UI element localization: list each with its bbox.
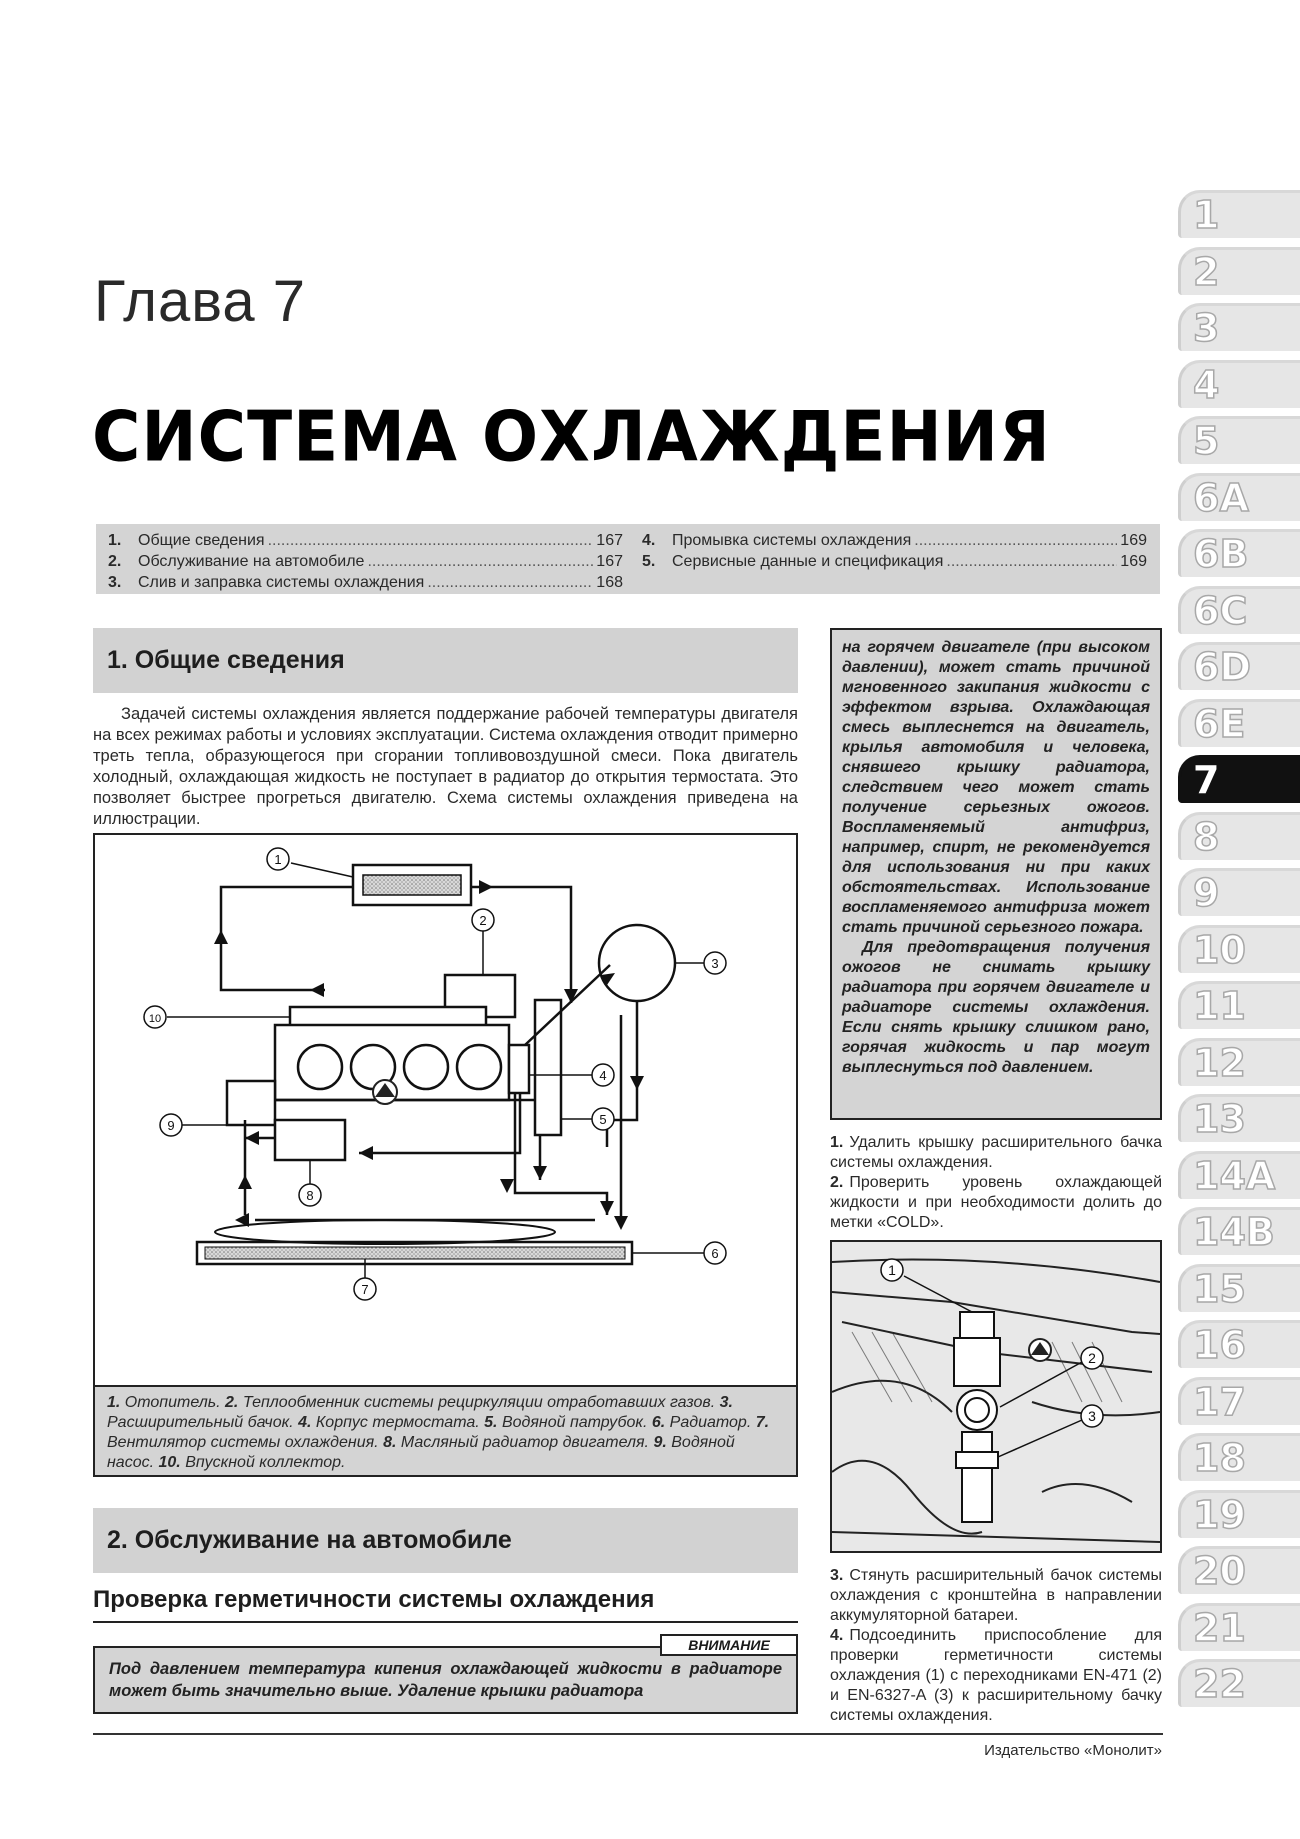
warning-box [830, 628, 1162, 1120]
caption-item: 1. Отопитель. [107, 1394, 221, 1411]
steps-list-2 [830, 1566, 1162, 1726]
photo-callout-2 [1081, 1347, 1103, 1369]
chapter-tab-18[interactable]: 18 [1178, 1433, 1300, 1481]
chapter-tab-7[interactable]: 7 [1178, 755, 1300, 803]
toc-page: 167 [596, 553, 623, 570]
attention-text: Под давлением температура кипения охлаждающей жидкости в радиаторе может быть значительно выше. Удаление крышки радиатора [109, 1660, 782, 1700]
toc-leader [943, 551, 1117, 572]
chapter-tab-14b[interactable]: 14B [1178, 1207, 1300, 1255]
svg-text:3: 3 [1088, 1408, 1096, 1424]
toc-num: 3. [108, 574, 122, 591]
step-item: 2. Проверить уровень охлаждающей жидкости и при необходимости долить до метки «COLD». [830, 1174, 1162, 1231]
chapter-tab-17[interactable]: 17 [1178, 1377, 1300, 1425]
engine-bay-illustration [832, 1242, 1160, 1551]
toc-num: 4. [642, 532, 656, 549]
section-1-text: Задачей системы охлаждения является поддержание рабочей температуры двигателя на всех режимах работы и условиях эксплуатации. Система охлаждения отводит примерно треть тепла, образующегося при сгорании топливовоздушной смеси. Пока двигатель холодный, охлаждающая жидкость не поступает в радиатор до открытия термостата. Это позволяет быстрее прогреться двигателю. Схема системы охлаждения приведена на иллюстрации. [93, 705, 798, 828]
caption-item: 9. Водяной насос. [107, 1434, 735, 1471]
step-item: 4. Подсоединить приспособление для проверки герметичности системы охлаждения (1) с переходниками EN-471 (2) и EN-6327-A (3) к расширительному бачку системы охлаждения. [830, 1627, 1162, 1724]
chapter-tab-5[interactable]: 5 [1178, 416, 1300, 464]
caption-item: 5. Водяной патрубок. [484, 1414, 648, 1431]
callout-9 [160, 1114, 182, 1136]
warning-paragraph-1: на горячем двигателе (при высоком давлении), может стать причиной мгновенного закипания жидкости с эффектом взрыва. Охлаждающая смесь выплеснется на двигатель, крылья автомобиля и человека, снявшего крышку радиатора, следствием чего может стать получение серьезных ожогов. Воспламеняемый антифриз, например, спирт, не рекомендуется для использования ни при каких обстоятельствах. Использование воспламеняемого антифриза может стать причиной серьезного пожара. [842, 639, 1150, 936]
steps-list-1 [830, 1133, 1162, 1233]
svg-text:7: 7 [361, 1282, 369, 1297]
chapter-tab-8[interactable]: 8 [1178, 812, 1300, 860]
toc-text: Сервисные данные и спецификация [672, 553, 944, 570]
toc-text: Слив и заправка системы охлаждения [138, 574, 425, 591]
step-item: 1. Удалить крышку расширительного бачка системы охлаждения. [830, 1134, 1162, 1171]
chapter-tab-13[interactable]: 13 [1178, 1094, 1300, 1142]
toc-page: 167 [596, 532, 623, 549]
section-1-header: 1. Общие сведения [93, 628, 798, 693]
chapter-tab-9[interactable]: 9 [1178, 868, 1300, 916]
chapter-tab-1[interactable]: 1 [1178, 190, 1300, 238]
chapter-tab-22[interactable]: 22 [1178, 1659, 1300, 1707]
caption-item: 6. Радиатор. [651, 1414, 752, 1431]
chapter-title: СИСТЕМА ОХЛАЖДЕНИЯ [92, 395, 1051, 478]
chapter-tab-2[interactable]: 2 [1178, 247, 1300, 295]
chapter-tab-12[interactable]: 12 [1178, 1038, 1300, 1086]
callout-5 [592, 1108, 614, 1130]
chapter-tab-6d[interactable]: 6D [1178, 642, 1300, 690]
svg-text:2: 2 [1088, 1350, 1096, 1366]
caption-item: 3. Расширительный бачок. [107, 1394, 733, 1431]
chapter-tab-6a[interactable]: 6A [1178, 473, 1300, 521]
callout-6 [704, 1242, 726, 1264]
toc-entry[interactable] [642, 530, 1147, 551]
figure-1-caption [95, 1385, 796, 1475]
toc-text: Общие сведения [138, 532, 265, 549]
monolit-logo-icon [1029, 1339, 1051, 1361]
monolit-logo-icon [373, 1080, 397, 1104]
toc-page: 168 [596, 574, 623, 591]
toc-page: 169 [1120, 532, 1147, 549]
chapter-tab-14a[interactable]: 14A [1178, 1151, 1300, 1199]
svg-text:6: 6 [711, 1246, 719, 1261]
svg-text:3: 3 [711, 956, 719, 971]
toc-text: Промывка системы охлаждения [672, 532, 912, 549]
toc-entry[interactable] [108, 572, 623, 593]
chapter-tab-4[interactable]: 4 [1178, 360, 1300, 408]
chapter-tab-15[interactable]: 15 [1178, 1264, 1300, 1312]
chapter-tab-20[interactable]: 20 [1178, 1546, 1300, 1594]
toc-leader [364, 551, 593, 572]
toc-num: 2. [108, 553, 122, 570]
svg-text:5: 5 [599, 1112, 607, 1127]
caption-item: 4. Корпус термостата. [298, 1414, 480, 1431]
cooling-system-schematic [95, 835, 796, 1385]
warning-paragraph-2: Для предотвращения получения ожогов не снимать крышку радиатора при горячем двигателе и радиаторе системы охлаждения. Если снять крышку слишком рано, горячая жидкость и пар могут выплеснуться под давлением. [842, 939, 1150, 1076]
toc-entry[interactable] [642, 551, 1147, 572]
table-of-contents [96, 524, 1160, 594]
callout-4 [592, 1064, 614, 1086]
callout-3 [704, 952, 726, 974]
toc-num: 1. [108, 532, 122, 549]
chapter-tab-6c[interactable]: 6C [1178, 586, 1300, 634]
chapter-tab-11[interactable]: 11 [1178, 981, 1300, 1029]
callout-1 [267, 848, 289, 870]
chapter-tab-19[interactable]: 19 [1178, 1490, 1300, 1538]
toc-leader [265, 530, 593, 551]
svg-text:1: 1 [888, 1262, 896, 1278]
chapter-tab-6e[interactable]: 6E [1178, 699, 1300, 747]
callout-2 [472, 909, 494, 931]
toc-left-column [108, 530, 623, 593]
callout-10 [144, 1006, 166, 1028]
svg-text:8: 8 [306, 1188, 314, 1203]
toc-leader [424, 572, 593, 593]
subtitle-rule [93, 1621, 798, 1623]
callout-7 [354, 1278, 376, 1300]
toc-leader [911, 530, 1117, 551]
svg-text:9: 9 [167, 1118, 175, 1133]
caption-item: 2. Теплообменник системы рециркуляции отработавших газов. [225, 1394, 716, 1411]
chapter-tab-16[interactable]: 16 [1178, 1320, 1300, 1368]
toc-right-column [642, 530, 1147, 572]
footer-rule [93, 1733, 1163, 1735]
photo-callout-1 [881, 1259, 903, 1281]
publisher-name: Издательство «Монолит» [984, 1742, 1162, 1759]
attention-label: ВНИМАНИЕ [660, 1634, 798, 1656]
svg-text:2: 2 [479, 913, 487, 928]
caption-item: 7. Вентилятор системы охлаждения. [107, 1414, 770, 1451]
caption-item: 8. Масляный радиатор двигателя. [383, 1434, 649, 1451]
chapter-tab-3[interactable]: 3 [1178, 303, 1300, 351]
cooling-system-diagram [93, 833, 798, 1477]
toc-text: Обслуживание на автомобиле [138, 553, 365, 570]
svg-text:1: 1 [274, 852, 282, 867]
section-2-subtitle: Проверка герметичности системы охлаждения [93, 1586, 655, 1613]
chapter-label: Глава 7 [94, 269, 307, 334]
toc-page: 169 [1120, 553, 1147, 570]
chapter-tab-6b[interactable]: 6B [1178, 529, 1300, 577]
callout-8 [299, 1184, 321, 1206]
chapter-tab-21[interactable]: 21 [1178, 1603, 1300, 1651]
photo-callout-3 [1081, 1405, 1103, 1427]
chapter-tab-10[interactable]: 10 [1178, 925, 1300, 973]
caption-item: 10. Впускной коллектор. [158, 1454, 346, 1471]
svg-text:10: 10 [148, 1013, 162, 1025]
toc-entry[interactable] [108, 551, 623, 572]
toc-entry[interactable] [108, 530, 623, 551]
attention-box [93, 1646, 798, 1714]
toc-num: 5. [642, 553, 656, 570]
section-2-header: 2. Обслуживание на автомобиле [93, 1508, 798, 1573]
svg-text:4: 4 [599, 1068, 607, 1083]
step-item: 3. Стянуть расширительный бачок системы охлаждения с кронштейна в направлении аккумуляторной батареи. [830, 1567, 1162, 1624]
expansion-tank-photo [830, 1240, 1162, 1553]
